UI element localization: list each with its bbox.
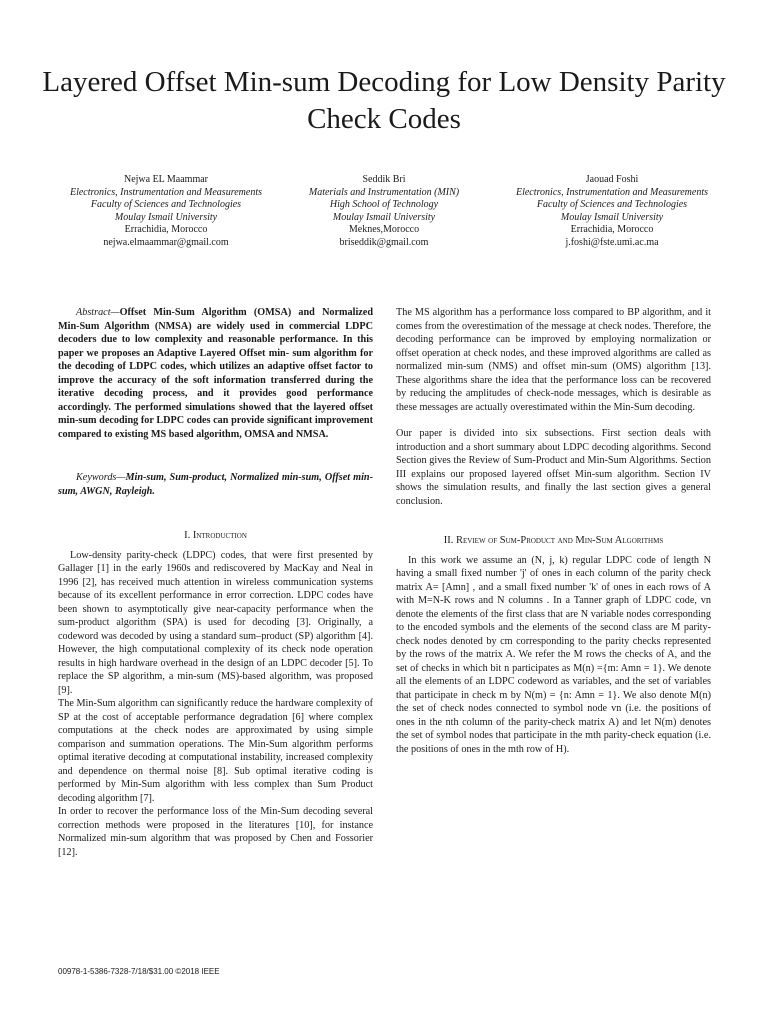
author-university: Moulay Ismail University	[560, 211, 664, 223]
author-university: Moulay Ismail University	[332, 211, 436, 223]
section-heading-introduction: I. Introduction	[184, 530, 247, 541]
abstract-lead: Abstract—	[76, 307, 120, 318]
author-faculty: Faculty of Sciences and Technologies	[90, 199, 242, 211]
author-city: Meknes,Morocco	[348, 224, 420, 236]
author-university: Moulay Ismail University	[114, 211, 218, 223]
keywords-text: Min-sum, Sum-product, Normalized min-sum, Offset min-sum, AWGN, Rayleigh.	[58, 472, 373, 497]
right-paragraph-2: Our paper is divided into six subsections. First section deals with introduction and a short summary about LDPC decoding algorithms. Second Section gives the Review of Sum-Product and Min-Sum Algorithms. Section III explains our proposed layered offset Min-sum algorithm. Section IV shows the simulation results, and finally the last section gives a general conclusion.	[396, 428, 711, 507]
author-email: briseddik@gmail.com	[339, 236, 429, 248]
right-paragraph-1: The MS algorithm has a performance loss compared to BP algorithm, and it comes from the overestimation of the message at check nodes. Therefore, the decoding performance can be improved by employing normalization or offset operation at check nodes, and these improved algorithms are called as normalized min-sum (NMS) and offset min-sum (OMS) algorithm [13]. These algorithms share the idea that the performance loss can be recovered by reducing the amplitudes of check-node messages, which is desirable as these messages are actually overestimated within the Min-Sum decoding.	[396, 307, 711, 413]
abstract-text: Offset Min-Sum Algorithm (OMSA) and Normalized Min-Sum Algorithm (NMSA) are widely used in commercial LDPC decoders due to low complexity and reasonable performance. In this paper we proposes an Adaptive Layered Offset min- sum algorithm for the decoding of LDPC codes, which utilizes an adaptive offset factor to improve the accuracy of the soft information transferred during the iterative decoding process, and it provides good performance accordingly. The performed simulations showed that the layered offset min-sum decoding for LDPC codes can provide significant improvement compared to existing MS based algorithm, OMSA and NMSA.	[58, 307, 373, 440]
author-block-2	[284, 174, 484, 250]
intro-paragraph-1: Low-density parity-check (LDPC) codes, that were first presented by Gallager [1] in the early 1960s and rediscovered by MacKay and Neal in 1996 [2], has received much attention in wireless communication systems because of its excellent performance in error correction. LDPC codes have been shown to asymptotically give near-capacity performance when the sum-product algorithm (SPA) is used for decoding [3]. Originally, a codeword was decoded by using a standard sum–product (SP) algorithm [4]. However, the high computational complexity of its check node operation results in high hardware overhead in the design of an LDPC decoder [5]. To replace the SP algorithm, a min-sum (MS)-based algorithm, was proposed [9].	[58, 549, 373, 696]
author-faculty: Faculty of Sciences and Technologies	[536, 199, 688, 211]
review-paragraph-1: In this work we assume an (N, j, k) regular LDPC code of length N having a small fixed number 'j' of ones in each column of the parity check matrix A= [Amn] , and a small fixed number 'k' of ones in each rows of A with M=N-K rows and N columns . In a Tanner graph of LDPC code, vn denote the elements of the first class that are N variable nodes corresponding to the encoded symbols and the elements of the second class are M parity-check nodes denoted by cm corresponding to the parity checks represented by the rows of the matrix A. We refer the M rows the checks of A, and the set of checks in which bit n participates as M(n) ={m: Amn = 1}. We denote all the elements of an LDPC codeword as variables, and the set of variables that participate in check m by N(m) = {n: Amn = 1}. We also denote M(n) the set of check nodes connected to symbol node vn (i.e. the positions of ones in the nth column of the parity-check matrix A) and let N(m) denotes the set of symbol nodes that participate in the mth parity-check equation (i.e. the positions of ones in the mth row of H).	[396, 554, 711, 755]
author-block-1	[66, 174, 266, 250]
intro-paragraph-3: In order to recover the performance loss of the Min-Sum decoding several correction methods were proposed in the literatures [10], for instance Normalized min-sum algorithm that was proposed by Chen and Fossorier [12].	[58, 806, 373, 858]
keywords	[58, 471, 373, 498]
section-heading-review: II. Review of Sum-Product and Min-Sum Algorithms	[443, 535, 664, 546]
author-name: Nejwa EL Maammar	[123, 174, 209, 185]
author-email: nejwa.elmaammar@gmail.com	[103, 236, 229, 248]
author-name: Seddik Bri	[362, 174, 406, 185]
author-city: Errachidia, Morocco	[570, 224, 654, 236]
paper-title: Layered Offset Min-sum Decoding for Low Density Parity Check Codes	[42, 66, 726, 135]
author-department: Electronics, Instrumentation and Measurements	[515, 186, 708, 198]
author-department: Electronics, Instrumentation and Measurements	[69, 186, 262, 198]
author-email: j.foshi@fste.umi.ac.ma	[565, 236, 659, 248]
intro-paragraph-2: The Min-Sum algorithm can significantly reduce the hardware complexity of SP at the cost of acceptable performance degradation [6] where complex computations at the check nodes are approximated by using simple comparison and summation operations. The Min-Sum algorithm performs optimal iterative decoding at computational instability, increased complexity and dependence on thermal noise [8]. Sub optimal iterative coding is performed by Min-Sum algorithm with less complex than Sum Product decoding algorithm [7].	[58, 698, 373, 804]
author-block-3	[512, 174, 712, 250]
author-name: Jaouad Foshi	[585, 174, 639, 185]
right-column	[396, 306, 711, 756]
keywords-lead: Keywords—	[76, 472, 126, 483]
author-department: Materials and Instrumentation (MIN)	[308, 186, 460, 198]
left-column	[58, 306, 373, 859]
abstract	[58, 306, 373, 441]
copyright-footer: 00978-1-5386-7328-7/18/$31.00 ©2018 IEEE	[58, 967, 220, 976]
author-city: Errachidia, Morocco	[124, 224, 208, 236]
author-faculty: High School of Technology	[329, 199, 439, 211]
